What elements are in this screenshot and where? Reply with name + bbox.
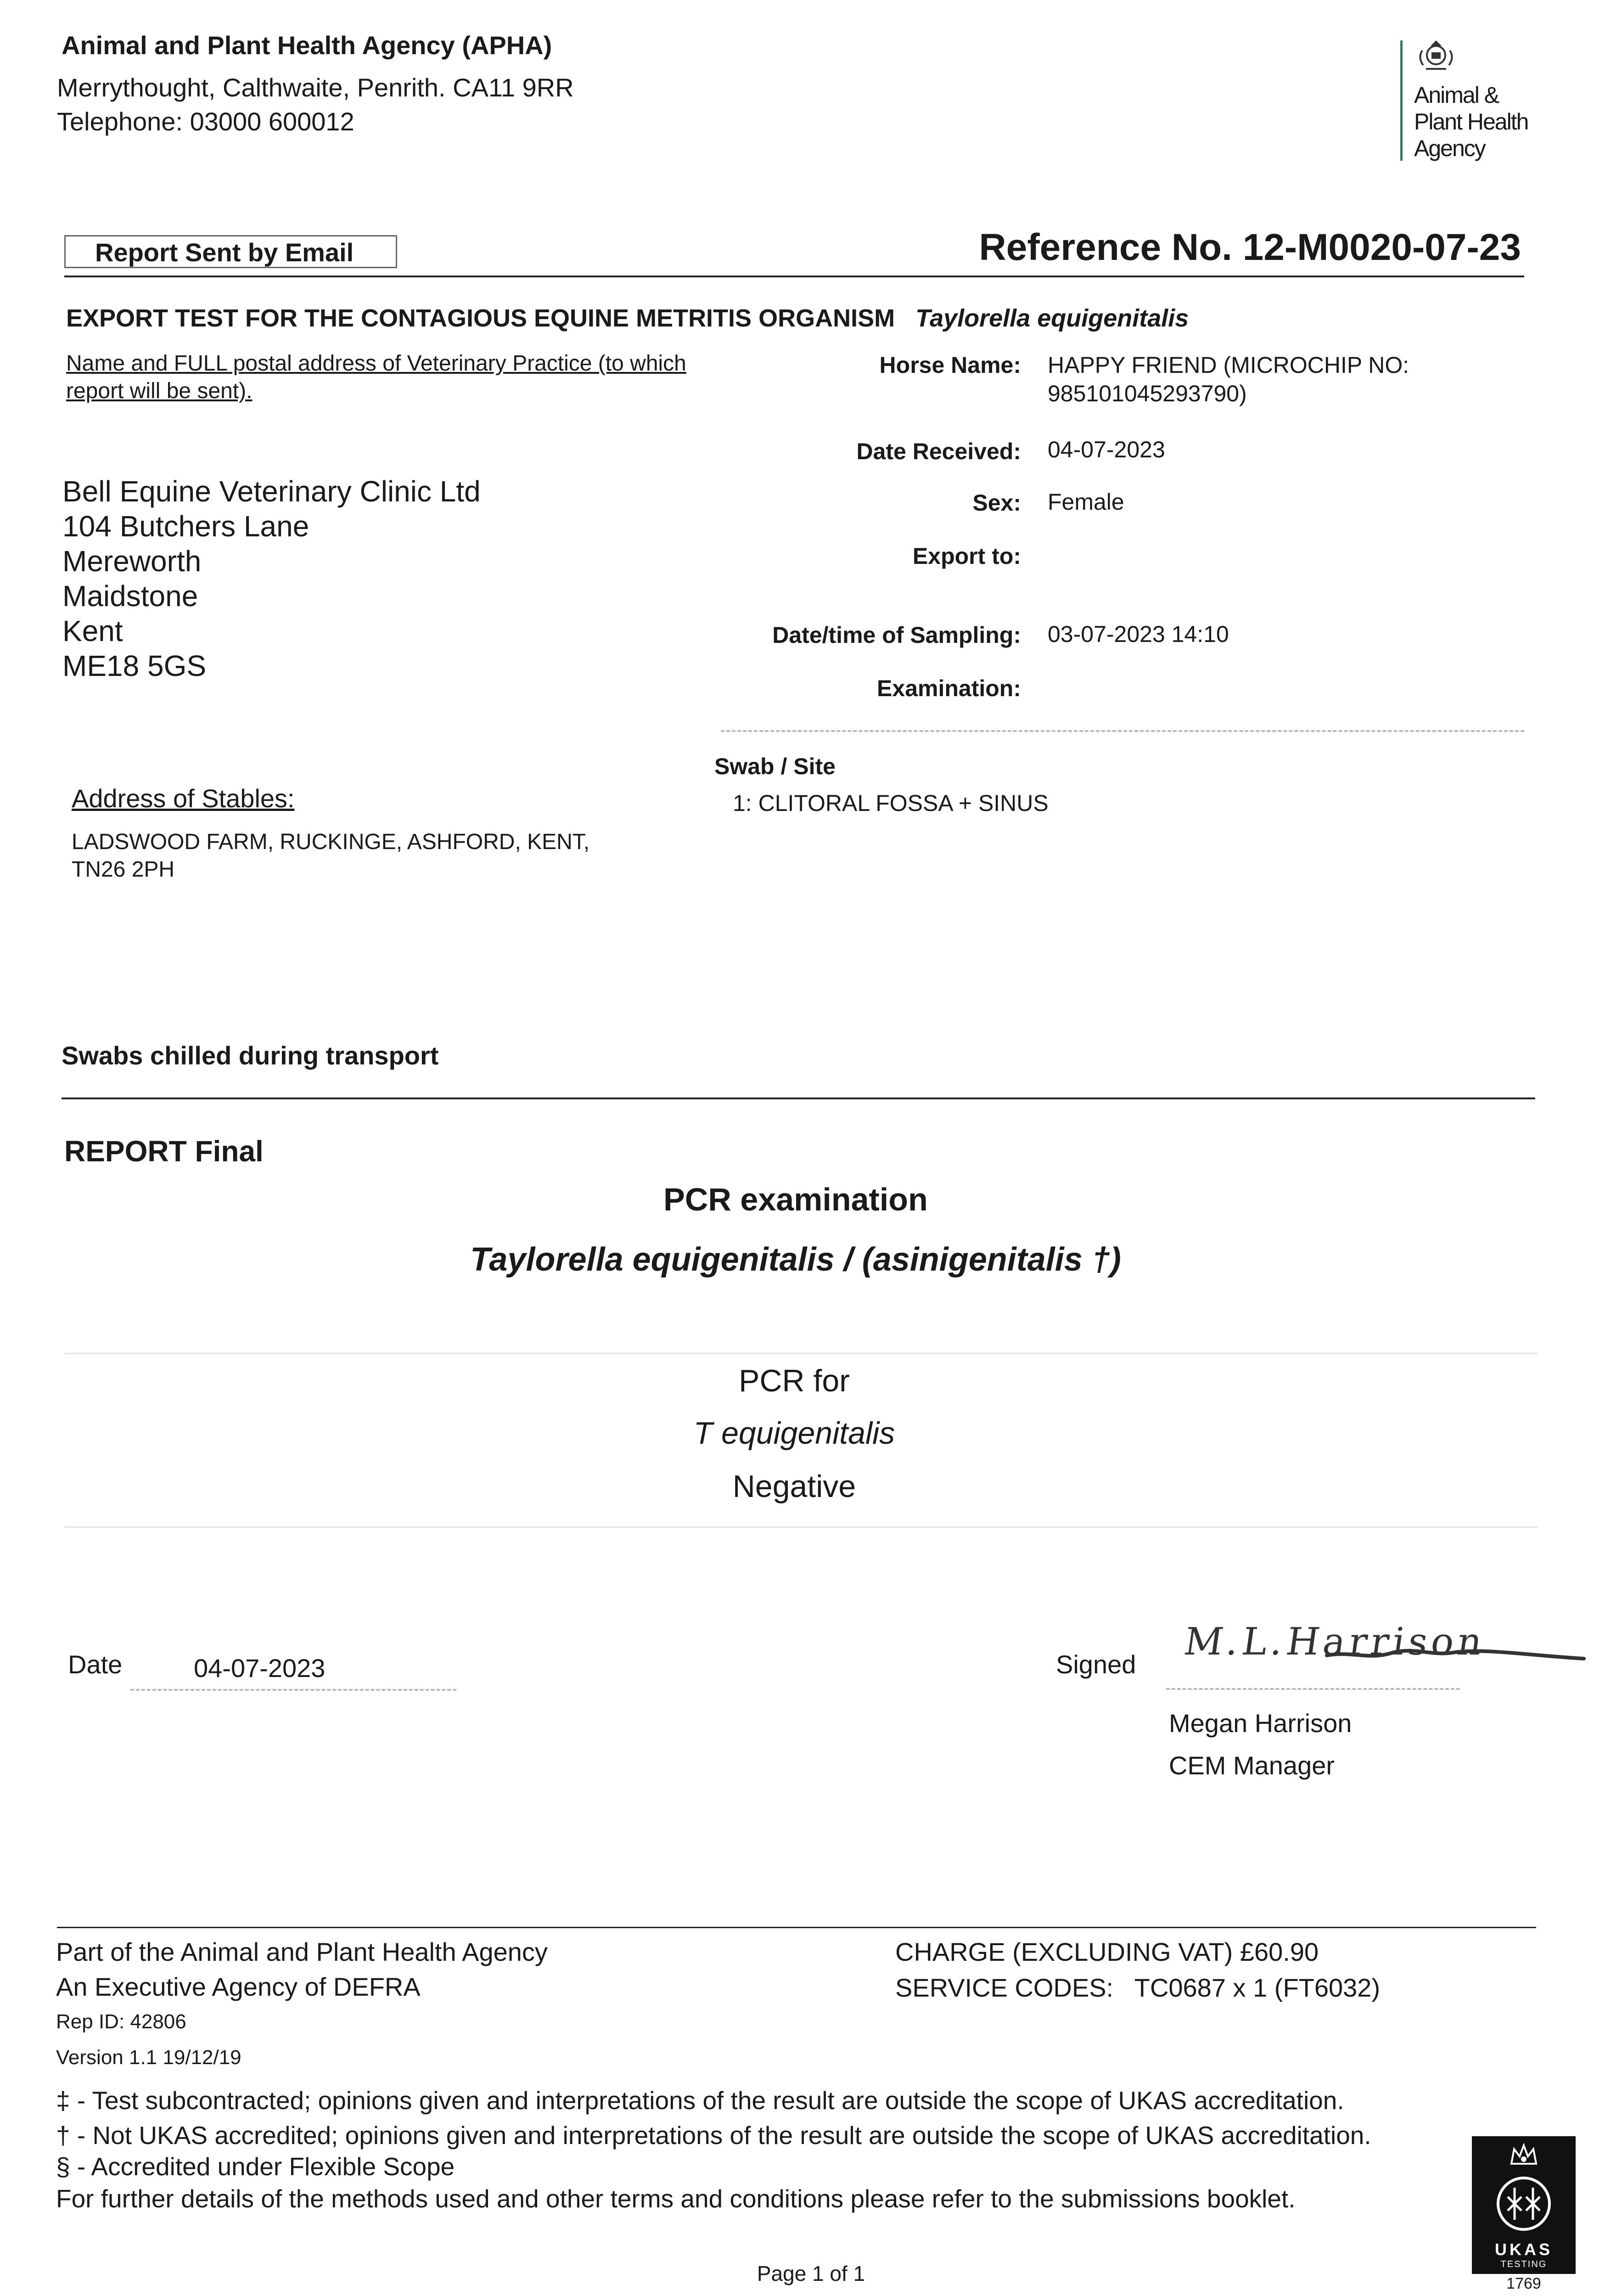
horse-name-label: Horse Name: [879,352,1021,378]
vet-address-line: Maidstone [62,580,198,613]
sex-value: Female [1048,489,1124,515]
date-underline [130,1689,456,1691]
examination-label: Examination: [877,675,1021,701]
swab-item: 1: CLITORAL FOSSA + SINUS [733,790,1049,816]
report-status: REPORT Final [64,1135,264,1168]
footer-charge: CHARGE (EXCLUDING VAT) £60.90 [895,1937,1319,1966]
footer-note-2: † - Not UKAS accredited; opinions given and interpretations of the result are outside the scope of UKAS accreditation. [56,2121,1371,2150]
swab-heading: Swab / Site [714,754,836,779]
ukas-tick-icon [1489,2169,1558,2238]
logo-line-3: Agency [1414,135,1485,161]
ukas-number: 1769 [1506,2275,1541,2292]
result-value: Negative [732,1469,856,1504]
footer-agency-line2: An Executive Agency of DEFRA [56,1972,421,2001]
sex-label: Sex: [972,490,1021,516]
result-bottom-rule [64,1526,1538,1528]
signature [1175,1616,1588,1681]
logo-line-1: Animal & [1414,82,1499,108]
report-sent-label: Report Sent by Email [95,238,354,267]
date-received-label: Date Received: [856,439,1021,464]
test-title-row [66,304,1189,332]
footer-note-4: For further details of the methods used and other terms and conditions please refer to the submissions booklet. [56,2184,1296,2213]
signed-label: Signed [1056,1650,1136,1679]
signature-underline [1166,1688,1460,1690]
section-divider [62,1097,1535,1099]
test-title: EXPORT TEST FOR THE CONTAGIOUS EQUINE METRITIS ORGANISM [66,304,895,332]
footer-version: Version 1.1 19/12/19 [56,2046,241,2069]
exam-title: PCR examination [663,1182,928,1217]
logo-line-2: Plant Health [1414,109,1528,135]
date-label: Date [68,1650,123,1679]
horse-name-line1: HAPPY FRIEND (MICROCHIP NO: [1048,352,1409,378]
footer-note-1: ‡ - Test subcontracted; opinions given and interpretations of the result are outside the scope of UKAS accreditation. [56,2086,1344,2115]
vet-address [62,474,481,683]
details-divider [721,730,1524,732]
crown-icon [1508,2141,1540,2168]
footer-service-codes: SERVICE CODES: TC0687 x 1 (FT6032) [895,1973,1381,2002]
report-date: 04-07-2023 [194,1654,326,1683]
vet-address-line: Bell Equine Veterinary Clinic Ltd [62,475,481,508]
stables-line2: TN26 2PH [72,857,175,882]
ukas-logo [1472,2136,1576,2274]
exam-organisms: Taylorella equigenitalis / (asinigenitalis †) [470,1241,1121,1278]
vet-address-line: Kent [62,614,123,647]
horse-name-line2: 985101045293790) [1048,381,1247,406]
footer-divider [57,1927,1536,1928]
test-organism: Taylorella equigenitalis [915,304,1189,332]
sampling-label: Date/time of Sampling: [772,622,1021,648]
royal-crest-icon [1413,37,1459,73]
agency-telephone: Telephone: 03000 600012 [57,107,354,136]
stables-heading: Address of Stables: [72,784,295,813]
ukas-sub: TESTING [1500,2259,1547,2269]
result-line2: T equigenitalis [693,1416,895,1451]
signer-name: Megan Harrison [1169,1709,1352,1738]
page-number: Page 1 of 1 [757,2262,865,2285]
agency-address: Merrythought, Calthwaite, Penrith. CA11 9RR [57,73,574,102]
header-divider [64,276,1524,277]
sampling-value: 03-07-2023 14:10 [1048,621,1229,647]
signature-text: M.L.Harrison [1181,1620,1489,1664]
apha-logo [1400,37,1547,170]
export-to-label: Export to: [912,543,1021,569]
stables-line1: LADSWOOD FARM, RUCKINGE, ASHFORD, KENT, [72,830,590,854]
vet-address-line: Mereworth [62,545,202,578]
reference-number: Reference No. 12-M0020-07-23 [979,226,1521,268]
vet-address-line: 104 Butchers Lane [62,510,309,543]
vet-heading-line2: report will be sent). [66,379,253,403]
vet-address-line: ME18 5GS [62,649,207,682]
result-top-rule [64,1353,1538,1354]
agency-name: Animal and Plant Health Agency (APHA) [62,31,552,60]
footer-rep-id: Rep ID: 42806 [56,2010,186,2033]
date-received-value: 04-07-2023 [1048,437,1165,462]
ukas-label: UKAS [1494,2240,1553,2259]
result-line1: PCR for [739,1363,850,1398]
footer-note-3: § - Accredited under Flexible Scope [56,2152,455,2181]
footer-agency-line1: Part of the Animal and Plant Health Agency [56,1937,548,1966]
vet-heading-line1: Name and FULL postal address of Veterinary Practice (to which [66,351,686,376]
signer-role: CEM Manager [1169,1751,1335,1780]
transport-note: Swabs chilled during transport [62,1041,439,1070]
